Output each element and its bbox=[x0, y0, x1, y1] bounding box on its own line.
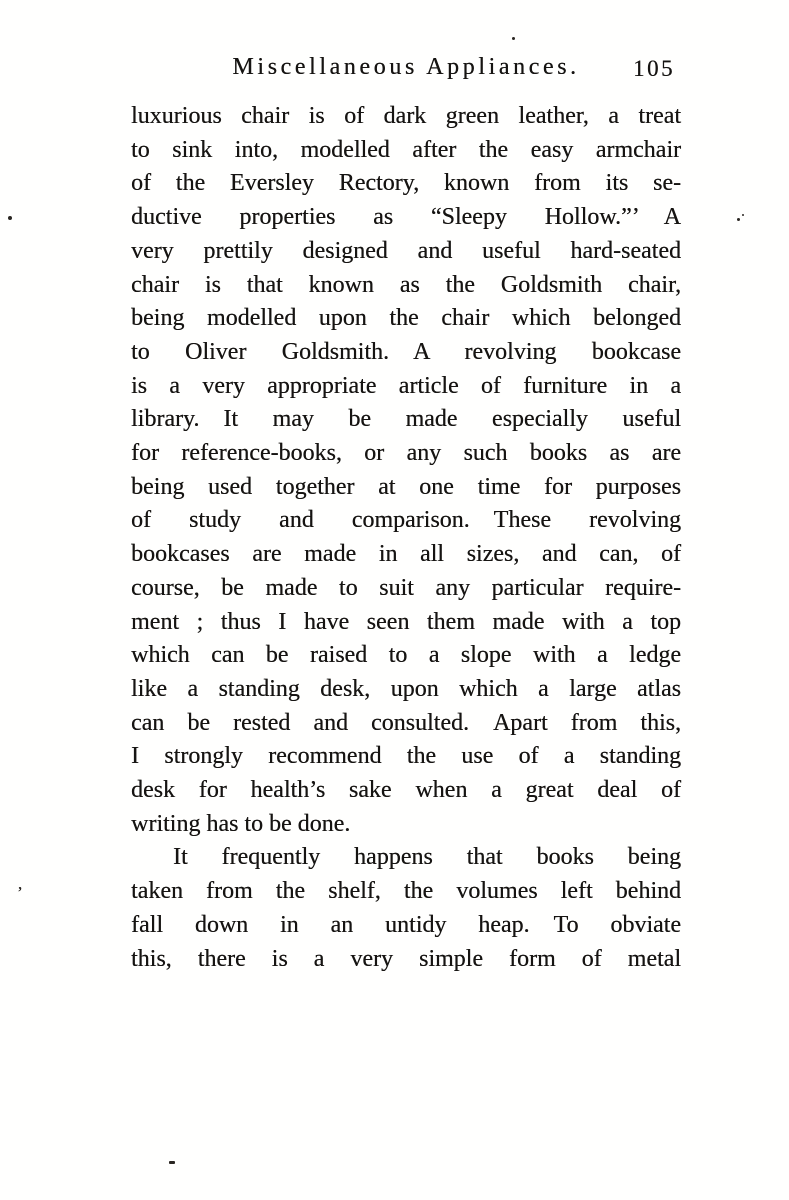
text-line: library. It may be made especially useful bbox=[131, 406, 681, 433]
running-head-title: Miscellaneous Appliances. bbox=[232, 54, 580, 80]
text-line: fall down in an untidy heap. To obviate bbox=[131, 911, 681, 938]
text-line: being used together at one time for purposes bbox=[131, 473, 681, 500]
text-line: of study and comparison. These revolving bbox=[131, 507, 681, 534]
text-line: chair is that known as the Goldsmith chair, bbox=[131, 271, 681, 298]
text-line: course, be made to suit any particular require- bbox=[131, 574, 681, 601]
text-line: to Oliver Goldsmith. A revolving bookcase bbox=[131, 338, 681, 365]
text-line: taken from the shelf, the volumes left behind bbox=[131, 878, 681, 905]
text-line: ment ; thus I have seen them made with a top bbox=[131, 608, 681, 635]
text-line: for reference-books, or any such books as are bbox=[131, 440, 681, 467]
text-line: I strongly recommend the use of a standing bbox=[131, 743, 681, 770]
ink-speck bbox=[742, 214, 744, 216]
text-line: desk for health’s sake when a great deal of bbox=[131, 777, 681, 804]
text-line: It frequently happens that books being bbox=[173, 844, 681, 871]
text-line: writing has to be done. bbox=[131, 810, 351, 837]
ink-speck bbox=[8, 216, 12, 220]
ink-speck bbox=[169, 1161, 175, 1164]
text-line: bookcases are made in all sizes, and can, of bbox=[131, 541, 681, 568]
text-block bbox=[131, 100, 681, 976]
text-line: this, there is a very simple form of metal bbox=[131, 945, 681, 972]
text-line: is a very appropriate article of furniture in a bbox=[131, 372, 681, 399]
ink-speck bbox=[737, 218, 740, 221]
text-line: to sink into, modelled after the easy armchair bbox=[131, 136, 681, 163]
text-line: being modelled upon the chair which belonged bbox=[131, 305, 681, 332]
text-line: like a standing desk, upon which a large atlas bbox=[131, 675, 681, 702]
text-line: of the Eversley Rectory, known from its se- bbox=[131, 170, 681, 197]
ink-mark: ’ bbox=[17, 883, 23, 902]
ink-speck bbox=[512, 37, 515, 40]
text-line: very prettily designed and useful hard-seated bbox=[131, 237, 681, 264]
text-line: which can be raised to a slope with a ledge bbox=[131, 642, 681, 669]
text-line: luxurious chair is of dark green leather, a treat bbox=[131, 103, 681, 129]
text-line: ductive properties as “Sleepy Hollow.”’ A bbox=[131, 204, 681, 231]
page-number: 105 bbox=[633, 56, 675, 81]
text-line: can be rested and consulted. Apart from this, bbox=[131, 709, 681, 736]
page-header bbox=[131, 54, 681, 81]
